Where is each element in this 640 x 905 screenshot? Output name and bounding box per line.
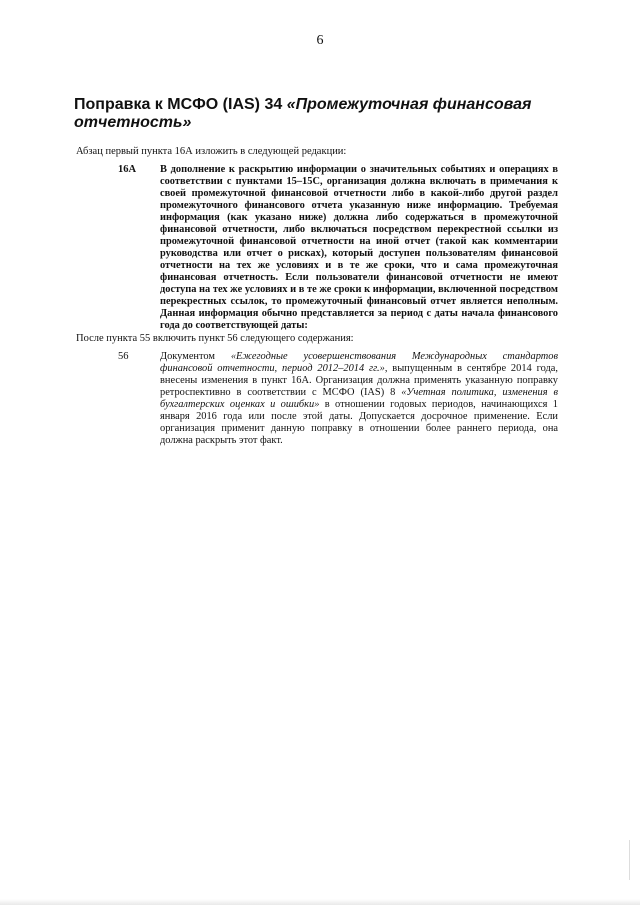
scan-artifact: [629, 840, 630, 880]
paragraph-number: 56: [118, 351, 129, 362]
amendment-title: [74, 96, 554, 132]
page-number: 6: [316, 33, 324, 48]
paragraph-text-part: Документом: [160, 351, 231, 362]
amendment-title-standard-name: «Промежуточная финансовая отчетность»: [74, 96, 532, 131]
standard-title-ias8: «Учетная политика, изменения в бухгалтерских оценках и ошибки»: [160, 387, 558, 410]
amendment-title-prefix: Поправка к МСФО (IAS) 34: [74, 96, 287, 113]
paragraph-text-part: в отношении годовых периодов, начинающихся 1 января 2016 года или после этой даты. Допускается досрочное применение. Если организация применит данную поправку в отношении более раннего периода, она должна раскрыть этот факт.: [160, 399, 558, 446]
paragraph-text: [160, 351, 558, 447]
paragraph-text: В дополнение к раскрытию информации о значительных событиях и операциях в соответствии с пунктами 15–15С, организация должна включать в примечания к своей промежуточной финансовой отчетности либо в какой-либо другой раздел промежуточного финансового отчета указанную ниже информацию. Требуемая информация (как указано ниже) должна либо содержаться в промежуточной финансовой отчетности, либо включаться посредством перекрестной ссылки из промежуточной финансовой отчетности на иной отчет (такой как комментарии руководства или отчет о рисках), который доступен пользователям финансовой отчетности на тех же условиях и в те же сроки, что и сама промежуточная финансовая отчетность. Если пользователи финансовой отчетности не имеют доступа на тех же условиях и в те же сроки к информации, включенной посредством перекрестных ссылок, то промежуточный финансовый отчет является неполным. Данная информация обычно представляется за период с даты начала финансового года до соответствующей даты:: [160, 164, 558, 331]
paragraph-text-part: , выпущенным в сентябре 2014 года, внесены изменения в пункт 16А. Организация должна применять указанную поправку ретроспективно в соответствии с МСФО (IAS) 8: [160, 363, 558, 398]
paragraph-16a: [118, 164, 560, 329]
paragraph-56: [118, 351, 560, 451]
instruction-paragraph-56: После пункта 55 включить пункт 56 следующего содержания:: [76, 333, 354, 344]
instruction-paragraph-16a: Абзац первый пункта 16А изложить в следующей редакции:: [76, 146, 347, 157]
paragraph-number: 16A: [118, 164, 137, 175]
document-title-annual-improvements: «Ежегодные усовершенствования Международных стандартов финансовой отчетности, период 2012–2014 гг.»: [160, 351, 558, 374]
scan-bottom-edge: [0, 899, 640, 905]
